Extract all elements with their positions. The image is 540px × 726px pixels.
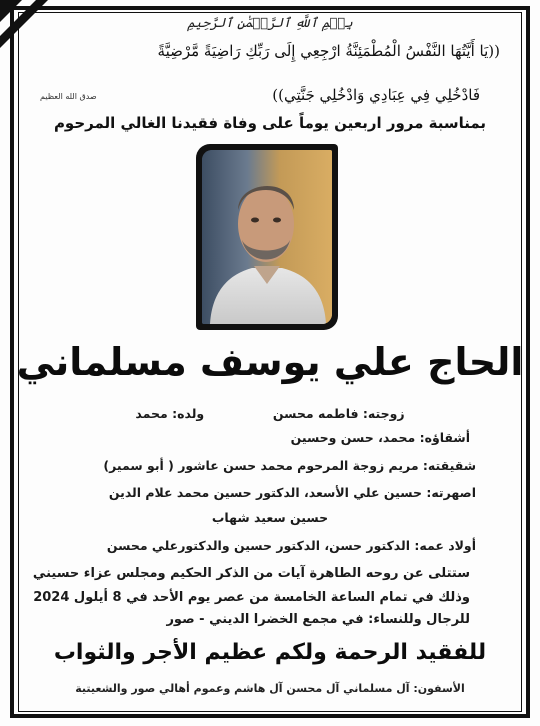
- portrait-photo: [202, 150, 332, 324]
- quran-verse-line-1: ((يَا أَيَّتُهَا النَّفْسُ الْمُطْمَئِنَّةُ ارْجِعِي إِلَى رَبِّكِ رَاضِيَةً مَّرْضِيَّةً: [157, 42, 500, 60]
- sister-line: شقيقته: مريم زوجة المرحوم محمد حسن عاشور ( أبو سمير): [103, 458, 476, 473]
- wife-and-son-line: [0, 406, 540, 421]
- ceremony-line-3: للرجال وللنساء: في مجمع الخضرا الديني - صور: [166, 612, 470, 627]
- portrait-image: [202, 150, 332, 324]
- mourners-line: الأسفون: آل مسلماني آل محسن آل هاشم وعموم أهالي صور والشعيتية: [75, 682, 465, 695]
- brothers-line: أشقاؤه: محمد، حسن وحسين: [290, 430, 470, 445]
- inlaws-line: اصهرته: حسين علي الأسعد، الدكتور حسين محمد علام الدين: [108, 485, 476, 500]
- cousins-line: أولاد عمه: الدكتور حسن، الدكتور حسين والدكتورعلي محسن: [106, 538, 476, 553]
- sadaq-allah: صدق الله العظيم: [40, 92, 97, 101]
- deceased-name: الحاج علي يوسف مسلماني: [16, 340, 524, 384]
- son-text: ولده: محمد: [135, 406, 205, 421]
- occasion-line: بمناسبة مرور اربعين يوماً على وفاة فقيدنا الغالي المرحوم: [53, 114, 487, 132]
- wife-text: زوجته: فاطمه محسن: [272, 406, 405, 421]
- ceremony-line-2: وذلك في تمام الساعة الخامسة من عصر يوم الأحد في 8 أيلول 2024: [33, 590, 470, 605]
- closing-prayer: للفقيد الرحمة ولكم عظيم الأجر والثواب: [53, 640, 487, 665]
- inlaws-line-2: حسين سعيد شهاب: [211, 510, 329, 525]
- ceremony-line-1: ستتلى عن روحه الطاهرة آيات من الذكر الحكيم ومجلس عزاء حسيني: [32, 566, 470, 581]
- quran-verse-line-2: فَادْخُلِي فِي عِبَادِي وَادْخُلِي جَنَّتِي)): [272, 86, 480, 104]
- basmala: بِسۡمِ ٱللَّهِ ٱلرَّحۡمَٰنِ ٱلرَّحِيمِ: [187, 16, 353, 31]
- portrait-frame: [196, 144, 338, 330]
